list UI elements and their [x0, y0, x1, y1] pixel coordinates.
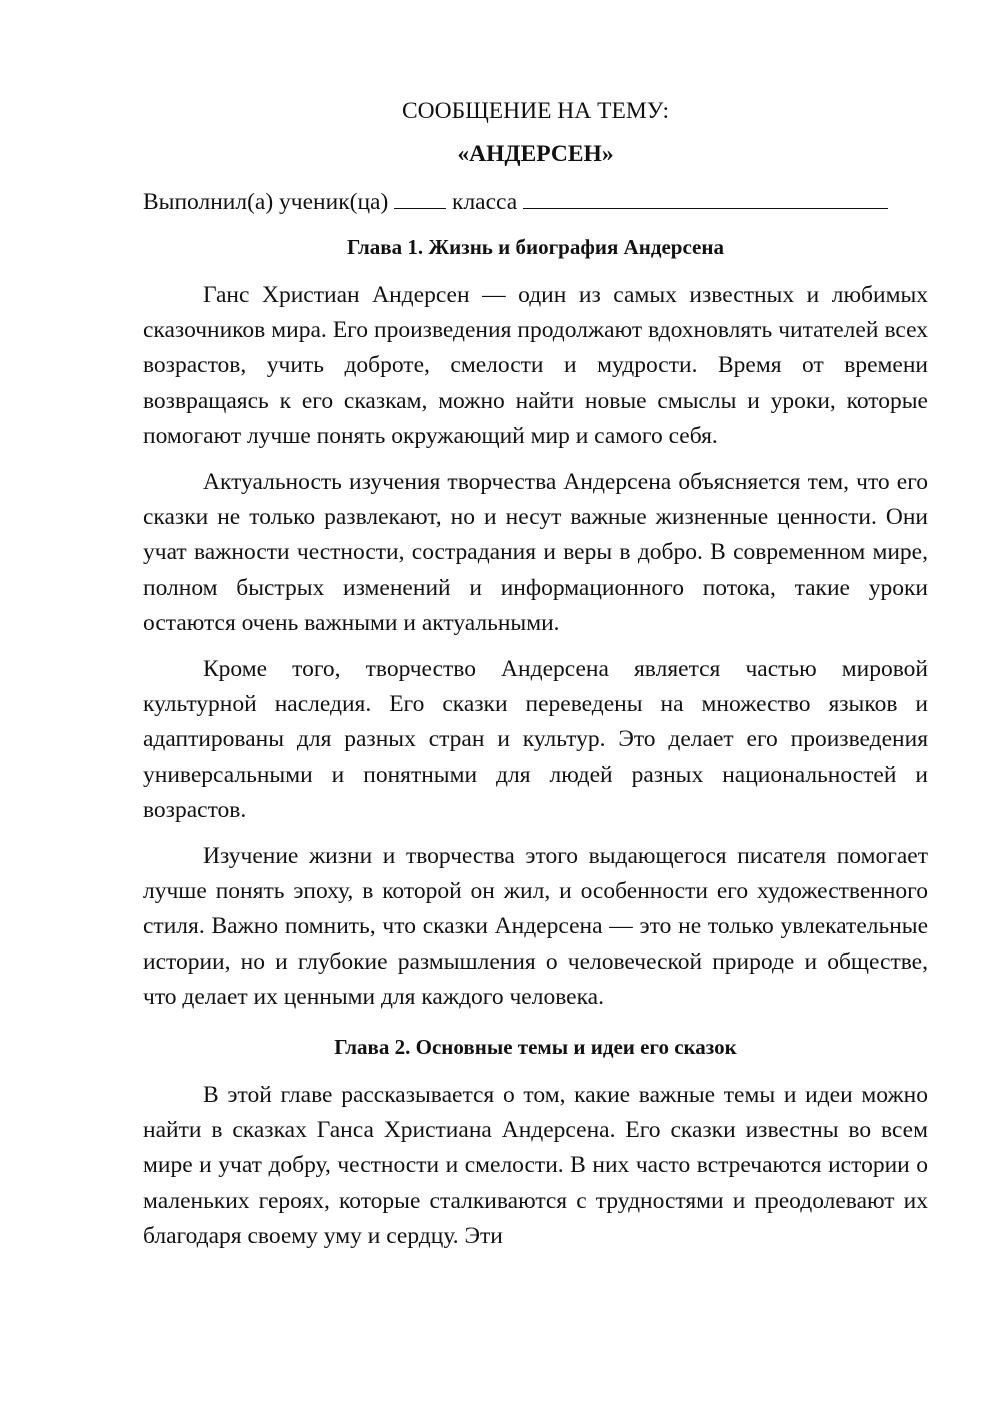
- chapter-2-paragraph-1: В этой главе рассказывается о том, какие важные темы и идеи можно найти в сказках Ганса Христиана Андерсена. Его сказки известны во всем мире и учат добру, честности и смелости. В них часто встречаются истории о маленьких героях, которые сталкиваются с трудностями и преодолевают их благодаря своему уму и сердцу. Эти: [143, 1082, 928, 1249]
- chapter-1-paragraph-4: Изучение жизни и творчества этого выдающегося писателя помогает лучше понять эпоху, в которой он жил, и особенности его художественного стиля. Важно помнить, что сказки Андерсена — это не только увлекательные истории, но и глубокие размышления о человеческой природе и обществе, что делает их ценными для каждого человека.: [143, 843, 928, 1010]
- chapter-1-paragraph-1: Ганс Христиан Андерсен — один из самых известных и любимых сказочников мира. Его произведения продолжают вдохновлять читателей всех возрастов, учить доброте, смелости и мудрости. Время от времени возвращаясь к его сказкам, можно найти новые смыслы и уроки, которые помогают лучше понять окружающий мир и самого себя.: [143, 282, 928, 449]
- document-title-line2: «АНДЕРСЕН»: [457, 141, 614, 167]
- byline-class-label: класса: [452, 189, 518, 215]
- document-page: [143, 94, 928, 1265]
- author-byline: [143, 185, 928, 219]
- chapter-1-paragraph-2: Актуальность изучения творчества Андерсена объясняется тем, что его сказки не только развлекают, но и несут важные жизненные ценности. Они учат важности честности, сострадания и веры в добро. В современном мире, полном быстрых изменений и информационного потока, такие уроки остаются очень важными и актуальными.: [143, 469, 928, 636]
- document-title-line1: СООБЩЕНИЕ НА ТЕМУ:: [401, 98, 670, 124]
- byline-student-label: Выполнил(а) ученик(ца): [143, 189, 389, 215]
- class-number-blank: [394, 186, 446, 209]
- chapter-1-heading: Глава 1. Жизнь и биография Андерсена: [347, 235, 724, 259]
- chapter-1-paragraph-3: Кроме того, творчество Андерсена является частью мировой культурной наследия. Его сказки переведены на множество языков и адаптированы для разных стран и культур. Это делает его произведения универсальными и понятными для людей разных национальностей и возрастов.: [143, 656, 928, 823]
- class-name-blank: [523, 186, 888, 209]
- chapter-2-heading: Глава 2. Основные темы и идеи его сказок: [334, 1035, 737, 1060]
